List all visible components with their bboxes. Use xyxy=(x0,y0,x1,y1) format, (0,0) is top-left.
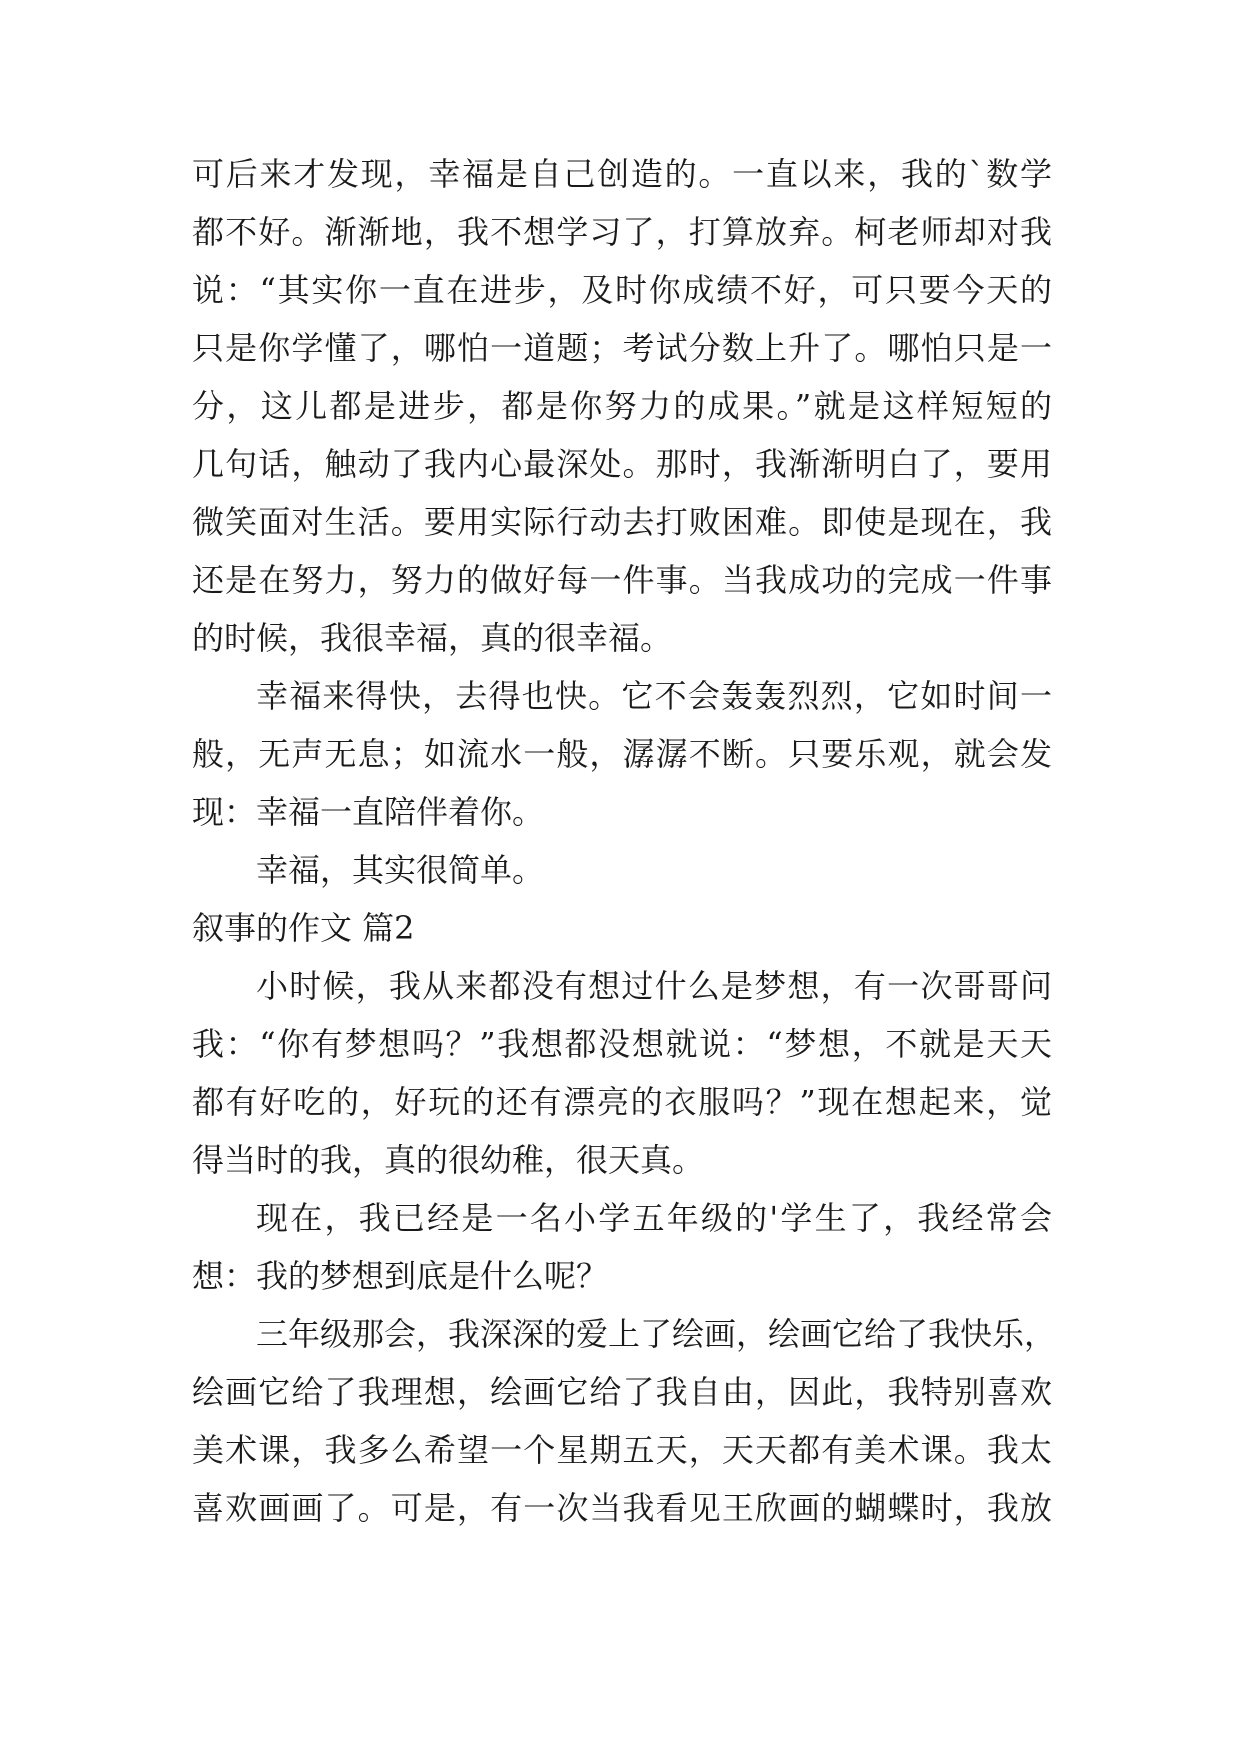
text-line: 现在，我已经是一名小学五年级的'学生了，我经常会 xyxy=(256,1199,1052,1237)
text-line: 分，这儿都是进步，都是你努力的成果。”就是这样短短的 xyxy=(192,387,1052,425)
text-line: 小时候，我从来都没有想过什么是梦想，有一次哥哥问 xyxy=(256,967,1052,1005)
text-line: 说：“其实你一直在进步，及时你成绩不好，可只要今天的 xyxy=(192,271,1052,309)
text-line: 幸福来得快，去得也快。它不会轰轰烈烈，它如时间一 xyxy=(256,677,1052,715)
text-line: 幸福，其实很简单。 xyxy=(256,851,545,889)
text-line: 美术课，我多么希望一个星期五天，天天都有美术课。我太 xyxy=(192,1431,1052,1469)
text-line: 微笑面对生活。要用实际行动去打败困难。即使是现在，我 xyxy=(192,503,1052,541)
text-line: 绘画它给了我理想，绘画它给了我自由，因此，我特别喜欢 xyxy=(192,1373,1052,1411)
text-line: 得当时的我，真的很幼稚，很天真。 xyxy=(192,1141,705,1179)
text-line: 喜欢画画了。可是，有一次当我看见王欣画的蝴蝶时，我放 xyxy=(192,1489,1052,1527)
text-line: 可后来才发现，幸福是自己创造的。一直以来，我的`数学 xyxy=(192,155,1052,193)
text-line: 都不好。渐渐地，我不想学习了，打算放弃。柯老师却对我 xyxy=(192,213,1052,251)
text-line: 现：幸福一直陪伴着你。 xyxy=(192,793,545,831)
section-heading: 叙事的作文 篇2 xyxy=(192,909,415,947)
text-line: 还是在努力，努力的做好每一件事。当我成功的完成一件事 xyxy=(192,561,1052,599)
text-line: 都有好吃的，好玩的还有漂亮的衣服吗？”现在想起来，觉 xyxy=(192,1083,1052,1121)
text-line: 三年级那会，我深深的爱上了绘画，绘画它给了我快乐， xyxy=(256,1315,1057,1353)
text-line: 只是你学懂了，哪怕一道题；考试分数上升了。哪怕只是一 xyxy=(192,329,1052,367)
text-line: 几句话，触动了我内心最深处。那时，我渐渐明白了，要用 xyxy=(192,445,1052,483)
text-line: 般，无声无息；如流水一般，潺潺不断。只要乐观，就会发 xyxy=(192,735,1052,773)
text-line: 想：我的梦想到底是什么呢？ xyxy=(192,1257,609,1295)
text-line: 的时候，我很幸福，真的很幸福。 xyxy=(192,619,673,657)
text-line: 我：“你有梦想吗？”我想都没想就说：“梦想，不就是天天 xyxy=(192,1025,1052,1063)
